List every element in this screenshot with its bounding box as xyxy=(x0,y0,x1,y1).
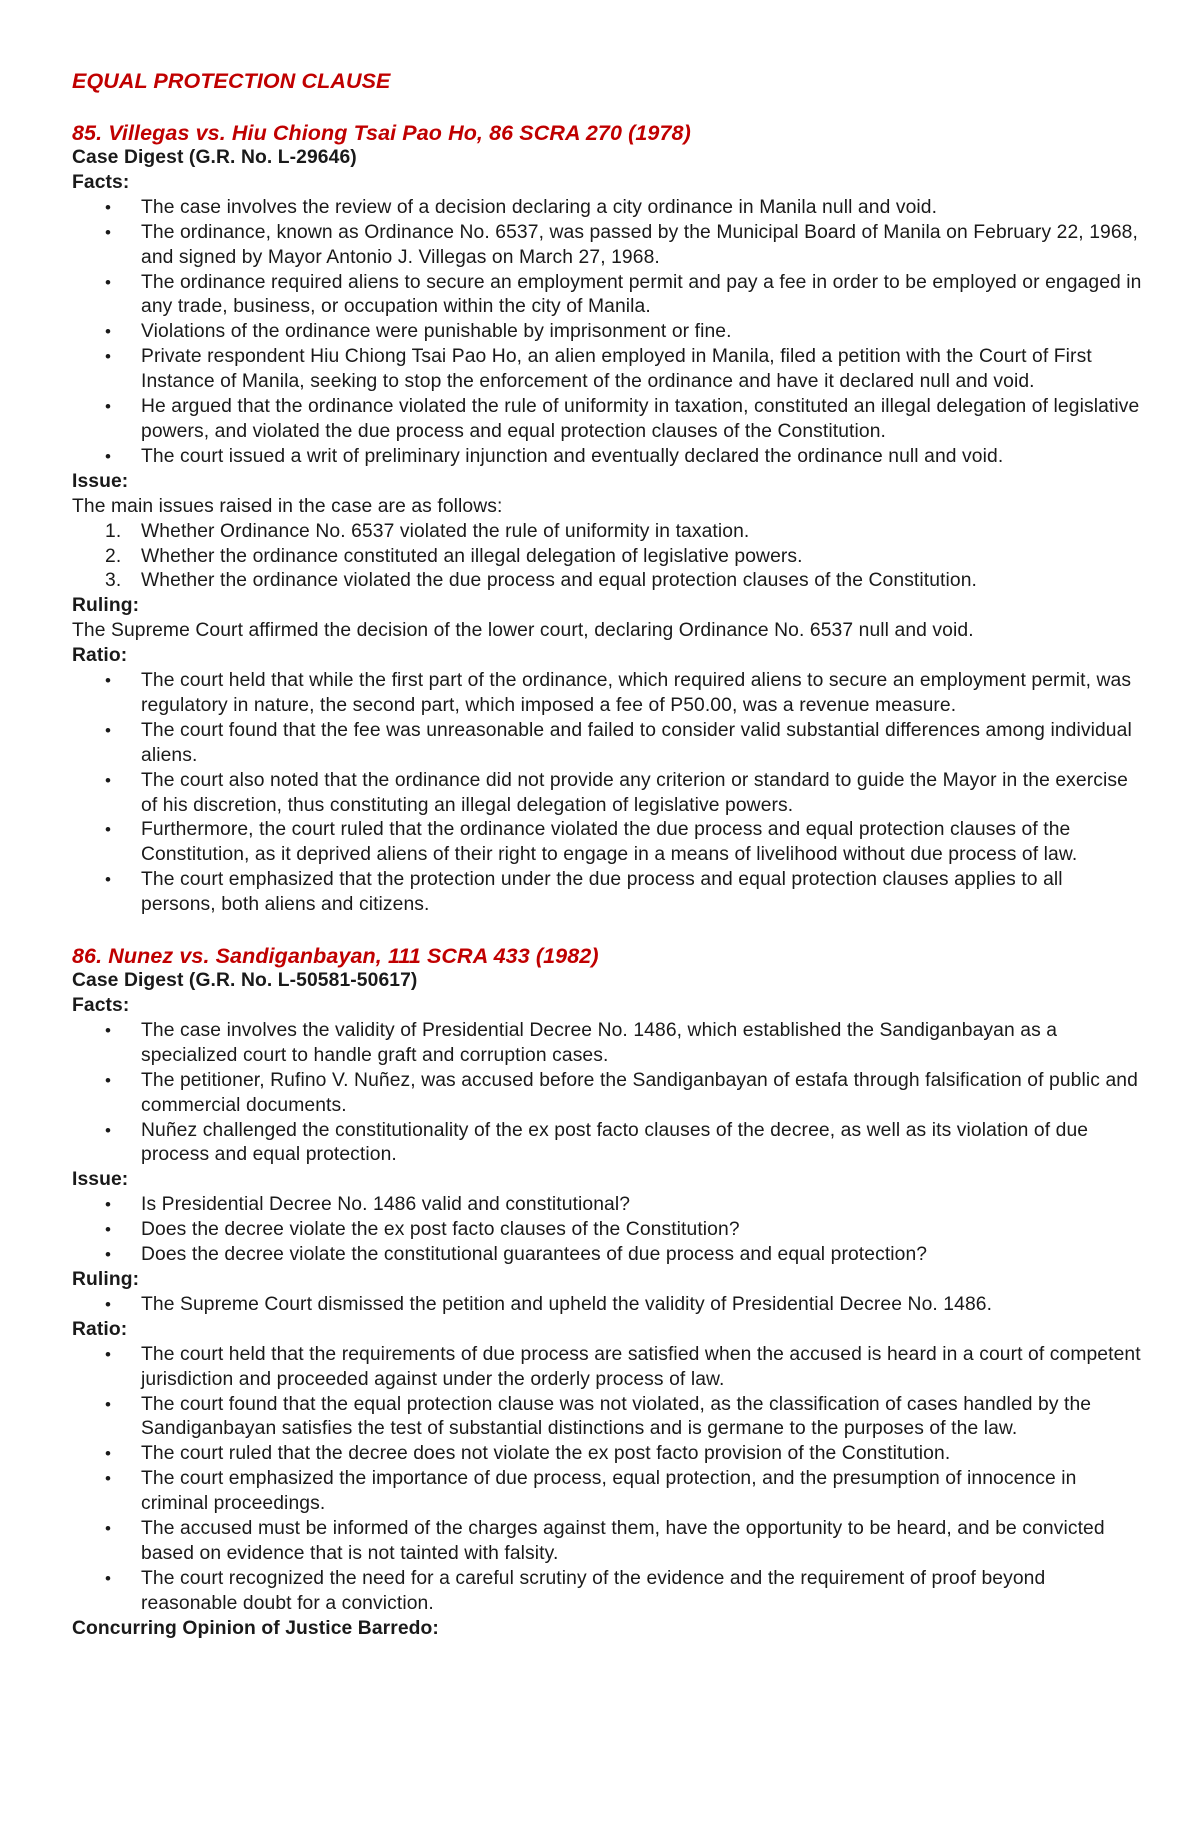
list-item: • Is Presidential Decree No. 1486 valid and constitutional? xyxy=(72,1193,1142,1218)
list-item: 1. Whether Ordinance No. 6537 violated the rule of uniformity in taxation. xyxy=(72,520,1142,545)
document-page xyxy=(72,68,1142,1642)
case-86 xyxy=(72,943,1142,1641)
list-item: • The court held that while the first part of the ordinance, which required aliens to secure an employment permit, was regulatory in nature, the second part, which imposed a fee of P50.00, was a revenue measure. xyxy=(105,670,1132,716)
list-item: • Nuñez challenged the constitutionality of the ex post facto clauses of the decree, as well as its violation of due process and equal protection. xyxy=(105,1119,1089,1166)
list-item: • The court held that the requirements of due process are satisfied when the accused is heard in a court of competent jurisdiction and proceeded against under the orderly process of law. xyxy=(105,1343,1141,1390)
bullet-icon: • xyxy=(105,1444,112,1464)
bullet-icon: • xyxy=(105,1394,112,1414)
bullet-icon: • xyxy=(105,1195,112,1215)
issues-list xyxy=(72,520,1142,595)
list-number: 1. xyxy=(105,520,122,542)
list-item: 2. Whether the ordinance constituted an illegal delegation of legislative powers. xyxy=(72,545,1142,570)
bullet-icon: • xyxy=(105,820,112,840)
bullet-icon: • xyxy=(105,347,112,367)
section-title: EQUAL PROTECTION CLAUSE xyxy=(72,69,391,93)
list-item: • The ordinance, known as Ordinance No. 6537, was passed by the Municipal Board of Manila on February 22, 1968, and signed by Mayor Antonio J. Villegas on March 27, 1968. xyxy=(105,221,1138,268)
ruling-text: The Supreme Court affirmed the decision of the lower court, declaring Ordinance No. 6537 null and void. xyxy=(72,620,974,642)
list-item: • The court emphasized the importance of due process, equal protection, and the presumption of innocence in criminal proceedings. xyxy=(105,1468,1077,1515)
list-item: • The ordinance required aliens to secure an employment permit and pay a fee in order to be employed or engaged in any trade, business, or occupation within the city of Manila. xyxy=(105,271,1142,318)
bullet-icon: • xyxy=(105,870,112,890)
case-digest-label: Case Digest (G.R. No. L-50581-50617) xyxy=(72,970,418,992)
bullet-icon: • xyxy=(105,1519,112,1539)
bullet-icon: • xyxy=(105,720,112,740)
bullet-icon: • xyxy=(105,1070,112,1090)
list-item: • Does the decree violate the constitutional guarantees of due process and equal protection? xyxy=(72,1243,1142,1268)
issues-list xyxy=(72,1193,1142,1268)
bullet-icon: • xyxy=(105,1568,112,1588)
list-item: • The court emphasized that the protection under the due process and equal protection clauses applies to all persons, both aliens and citizens. xyxy=(105,869,1063,916)
ruling-heading: Ruling: xyxy=(72,595,140,617)
list-item: • Violations of the ordinance were punishable by imprisonment or fine. xyxy=(72,320,1142,345)
list-item: • The accused must be informed of the charges against them, have the opportunity to be heard, and be convicted based on evidence that is not tainted with falsity. xyxy=(105,1518,1105,1564)
bullet-icon: • xyxy=(105,1344,112,1364)
bullet-icon: • xyxy=(105,1220,112,1240)
list-item: • The case involves the review of a decision declaring a city ordinance in Manila null and void. xyxy=(72,196,1142,221)
facts-heading: Facts: xyxy=(72,995,130,1016)
list-item: • The case involves the validity of Presidential Decree No. 1486, which established the Sandiganbayan as a specialized court to handle graft and corruption cases. xyxy=(105,1019,1058,1066)
list-number: 2. xyxy=(105,545,122,567)
list-number: 3. xyxy=(105,570,122,592)
issue-heading: Issue: xyxy=(72,1169,129,1191)
bullet-icon: • xyxy=(105,222,112,242)
facts-list xyxy=(72,1019,1142,1168)
ratio-list xyxy=(72,1343,1142,1617)
list-item: • The court issued a writ of preliminary injunction and eventually declared the ordinance null and void. xyxy=(72,445,1142,470)
bullet-icon: • xyxy=(105,671,112,691)
bullet-icon: • xyxy=(105,1245,112,1265)
bullet-icon: • xyxy=(105,1294,112,1314)
bullet-icon: • xyxy=(105,397,112,417)
case-title: 85. Villegas vs. Hiu Chiong Tsai Pao Ho, 86 SCRA 270 (1978) xyxy=(72,121,691,145)
list-item: 3. Whether the ordinance violated the due process and equal protection clauses of the Constitution. xyxy=(72,569,1142,594)
bullet-icon: • xyxy=(105,770,112,790)
list-item: • The petitioner, Rufino V. Nuñez, was accused before the Sandiganbayan of estafa through falsification of public and commercial documents. xyxy=(105,1069,1138,1116)
issue-intro: The main issues raised in the case are as follows: xyxy=(72,495,503,517)
case-85 xyxy=(72,120,1142,918)
bullet-icon: • xyxy=(105,272,112,292)
ruling-list xyxy=(72,1293,1142,1318)
list-item: • The court also noted that the ordinance did not provide any criterion or standard to guide the Mayor in the exercise of his discretion, thus constituting an illegal delegation of legislative powers. xyxy=(105,769,1128,816)
bullet-icon: • xyxy=(105,322,112,342)
facts-heading: Facts: xyxy=(72,171,130,193)
list-item: • The Supreme Court dismissed the petition and upheld the validity of Presidential Decree No. 1486. xyxy=(72,1293,1142,1318)
ratio-heading: Ratio: xyxy=(72,645,128,667)
list-item: • He argued that the ordinance violated the rule of uniformity in taxation, constituted an illegal delegation of legislative powers, and violated the due process and equal protection clauses of the Constitution. xyxy=(105,396,1140,442)
issue-heading: Issue: xyxy=(72,470,129,492)
list-item: • Private respondent Hiu Chiong Tsai Pao Ho, an alien employed in Manila, filed a petition with the Court of First Instance of Manila, seeking to stop the enforcement of the ordinance and have it declared null and void. xyxy=(105,346,1092,393)
bullet-icon: • xyxy=(105,446,112,466)
bullet-icon: • xyxy=(105,197,112,217)
case-digest-label: Case Digest (G.R. No. L-29646) xyxy=(72,147,357,168)
list-item: • The court found that the equal protection clause was not violated, as the classification of cases handled by the Sandiganbayan satisfies the test of substantial distinctions and is germane to the purposes of the law. xyxy=(105,1393,1092,1440)
facts-list xyxy=(72,196,1142,470)
list-item: • Furthermore, the court ruled that the ordinance violated the due process and equal protection clauses of the Constitution, as it deprived aliens of their right to engage in a means of livelihood without due process of law. xyxy=(105,819,1078,866)
ruling-heading: Ruling: xyxy=(72,1268,140,1290)
ratio-list xyxy=(72,669,1142,918)
list-item: • The court ruled that the decree does not violate the ex post facto provision of the Constitution. xyxy=(72,1442,1142,1467)
case-title: 86. Nunez vs. Sandiganbayan, 111 SCRA 433 (1982) xyxy=(72,944,599,969)
list-item: • The court found that the fee was unreasonable and failed to consider valid substantial differences among individual aliens. xyxy=(105,719,1132,766)
bullet-icon: • xyxy=(105,1120,112,1140)
list-item: • The court recognized the need for a careful scrutiny of the evidence and the requirement of proof beyond reasonable doubt for a conviction. xyxy=(105,1567,1046,1614)
bullet-icon: • xyxy=(105,1020,112,1040)
bullet-icon: • xyxy=(105,1469,112,1489)
concurring-opinion-heading: Concurring Opinion of Justice Barredo: xyxy=(72,1617,439,1639)
list-item: • Does the decree violate the ex post facto clauses of the Constitution? xyxy=(72,1218,1142,1243)
ratio-heading: Ratio: xyxy=(72,1318,128,1340)
